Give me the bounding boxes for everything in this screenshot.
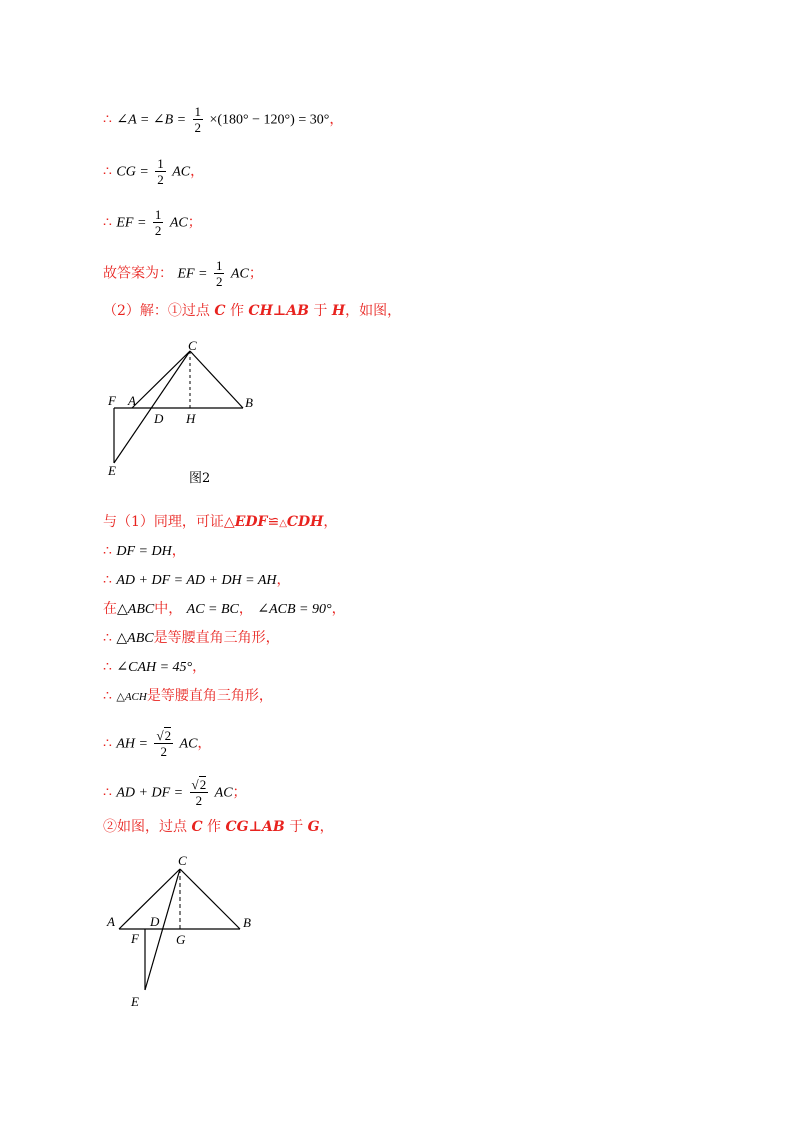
congruent-symbol: ≌ — [267, 514, 280, 530]
punct: ， — [329, 111, 344, 128]
fraction — [190, 777, 209, 808]
label-e: E — [108, 463, 116, 478]
punct: ， — [192, 659, 207, 675]
numerator: √2 — [156, 728, 172, 743]
label-f: F — [131, 931, 139, 946]
denominator: 2 — [157, 172, 164, 187]
text: ②如图，过点 — [103, 819, 192, 835]
therefore-symbol: ∴ — [103, 214, 112, 231]
numerator: √2 — [191, 777, 207, 792]
text: ， — [323, 514, 338, 530]
denominator: 2 — [194, 120, 202, 135]
line-df-dh — [103, 541, 186, 562]
line-ah — [103, 728, 211, 759]
punct: ， — [190, 163, 205, 180]
triangle-name: △ABC — [117, 602, 155, 617]
radicand: 2 — [199, 777, 207, 792]
line-ach-isosceles — [103, 686, 273, 707]
text: 在 — [103, 601, 117, 617]
expr-rhs: AC — [214, 785, 233, 801]
label-e: E — [131, 994, 139, 1009]
therefore-symbol: ∴ — [103, 784, 112, 801]
point-label: H — [331, 303, 346, 319]
text: 作 — [225, 303, 249, 319]
line-in-abc — [103, 599, 346, 620]
therefore-symbol: ∴ — [103, 543, 112, 559]
answer-label: 故答案为： — [103, 265, 173, 282]
line-part2-intro — [103, 301, 401, 321]
punct: ， — [238, 601, 253, 617]
figure-2-caption: 图2 — [189, 471, 211, 486]
numerator: 1 — [194, 104, 202, 119]
expr-rhs: AC — [169, 215, 188, 231]
expr-rhs: ×(180° − 120°) = 30° — [209, 112, 330, 128]
punct: ； — [187, 214, 202, 231]
denominator: 2 — [215, 274, 223, 289]
triangle-symbol: △ — [279, 518, 287, 529]
punct: ， — [331, 601, 346, 617]
triangle-name: △ACH — [116, 691, 147, 703]
label-h: H — [186, 411, 196, 426]
punct: ， — [276, 572, 291, 588]
punct: ； — [248, 265, 263, 282]
therefore-symbol: ∴ — [103, 630, 112, 646]
therefore-symbol: ∴ — [103, 735, 112, 752]
text: 作 — [202, 819, 226, 835]
punct: ， — [197, 735, 212, 752]
line-abc-isosceles — [103, 628, 280, 649]
label-d: D — [150, 914, 160, 929]
line-cah — [103, 657, 206, 678]
perp-expr: CH⊥AB — [248, 303, 309, 319]
text: 于 — [284, 819, 308, 835]
label-a: A — [107, 914, 115, 929]
fraction — [153, 207, 164, 238]
line-ad-df-result — [103, 777, 247, 808]
expr-rhs: AC — [172, 164, 191, 180]
expr-rhs: AC — [179, 736, 198, 752]
label-g: G — [176, 932, 186, 947]
label-f: F — [108, 393, 116, 408]
denominator: 2 — [160, 744, 167, 759]
line-ad-df — [103, 570, 291, 591]
expr-lhs: CG = — [116, 164, 149, 180]
line-ef — [103, 207, 202, 238]
figure-2 — [100, 335, 270, 485]
fraction — [214, 258, 225, 289]
triangle-name: △ABC — [116, 631, 154, 646]
label-d: D — [154, 411, 164, 426]
punct: ， — [171, 543, 186, 559]
text: 是等腰直角三角形， — [146, 688, 273, 704]
expr-lhs: EF = — [116, 215, 147, 231]
point-label: G — [307, 819, 320, 835]
punct: ； — [232, 784, 247, 801]
segment-cb — [180, 869, 240, 929]
triangle-name: EDF — [234, 514, 268, 530]
numerator: 1 — [215, 258, 223, 273]
fraction — [155, 156, 166, 187]
figure-3 — [105, 850, 275, 1015]
numerator: 1 — [154, 207, 162, 222]
therefore-symbol: ∴ — [103, 163, 112, 180]
text: ，如图， — [345, 303, 402, 319]
line-part2-case2 — [103, 817, 334, 837]
expr: ∠CAH = 45° — [116, 660, 193, 675]
therefore-symbol: ∴ — [103, 659, 112, 675]
line-angles — [103, 104, 343, 135]
expr: AC = BC — [186, 602, 239, 617]
expr: ∠ACB = 90° — [257, 602, 332, 617]
perp-expr: CG⊥AB — [225, 819, 285, 835]
line-congruent — [103, 512, 337, 534]
label-b: B — [245, 395, 253, 410]
expr-lhs: ∠A = ∠B = — [116, 112, 187, 128]
label-b: B — [243, 915, 251, 930]
segment-ac — [132, 351, 190, 408]
point-label: C — [214, 303, 226, 319]
point-label: C — [191, 819, 203, 835]
line-cg — [103, 156, 204, 187]
denominator: 2 — [195, 793, 203, 808]
label-c: C — [188, 338, 197, 353]
expr-rhs: AC — [230, 266, 249, 282]
fraction — [193, 104, 204, 135]
expr: AD + DF = AD + DH = AH — [116, 573, 277, 588]
text: 是等腰直角三角形， — [153, 630, 280, 646]
expr-lhs: AD + DF = — [116, 785, 184, 801]
segment-ec — [114, 351, 190, 463]
expr-lhs: EF = — [177, 266, 208, 282]
therefore-symbol: ∴ — [103, 111, 112, 128]
denominator: 2 — [154, 223, 162, 238]
text: 于 — [308, 303, 332, 319]
radicand: 2 — [164, 728, 172, 743]
segment-cb — [190, 351, 243, 408]
text: 与（1）同理，可证△ — [103, 514, 235, 530]
numerator: 1 — [157, 156, 164, 171]
fraction — [154, 728, 173, 759]
expr-lhs: AH = — [116, 736, 148, 752]
line-answer — [103, 258, 263, 289]
triangle-name: CDH — [286, 514, 324, 530]
text: 中， — [154, 601, 183, 617]
text: ， — [319, 819, 334, 835]
label-a: A — [128, 393, 136, 408]
therefore-symbol: ∴ — [103, 688, 112, 704]
therefore-symbol: ∴ — [103, 572, 112, 588]
label-c: C — [178, 853, 187, 868]
text: （2）解：①过点 — [103, 303, 215, 319]
expr: DF = DH — [116, 544, 172, 559]
